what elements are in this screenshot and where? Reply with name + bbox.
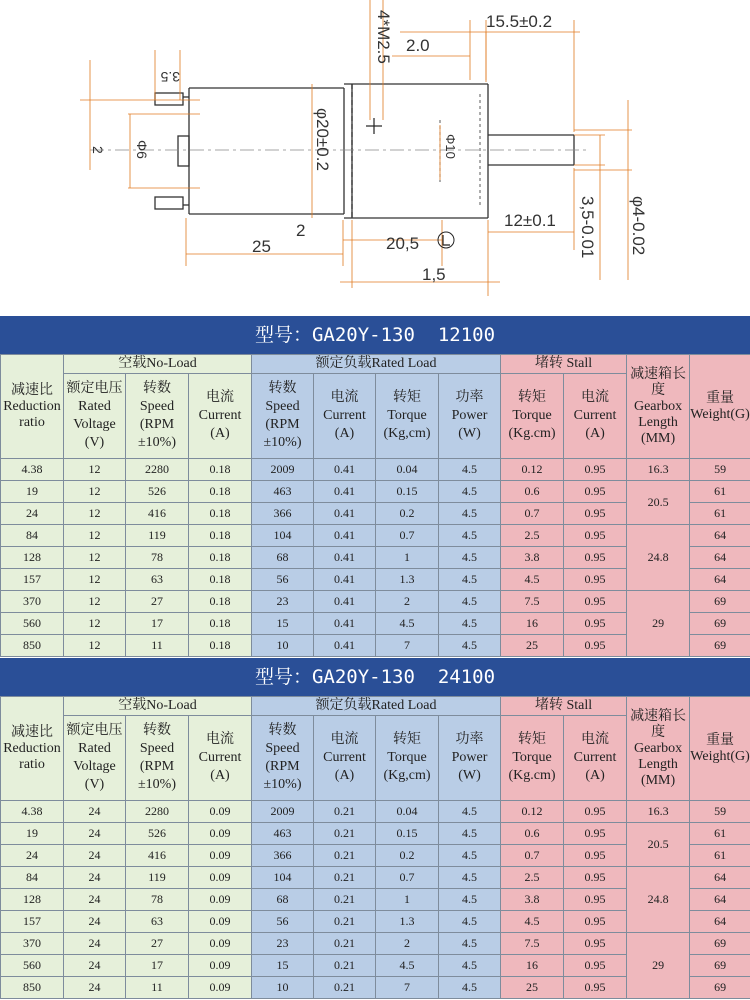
table-cell: 0.95	[564, 525, 627, 547]
table-cell: 7	[376, 635, 439, 657]
table-cell: 0.95	[564, 845, 627, 867]
table-cell: 0.41	[314, 635, 376, 657]
motor-dimension-drawing	[0, 0, 750, 316]
header-rated-load: 额定负载Rated Load	[252, 355, 501, 374]
table-cell: 3.8	[501, 547, 564, 569]
table-row	[1, 591, 750, 613]
dim-20-5: 20,5	[386, 234, 420, 253]
dim-3-5-tol: 3,5-0.01	[578, 196, 597, 259]
table-cell: 7.5	[501, 933, 564, 955]
table-cell: 157	[1, 911, 64, 933]
table-cell: 0.18	[189, 613, 252, 635]
table-cell: 0.95	[564, 801, 627, 823]
header-current: 电流 Current (A)	[189, 716, 252, 801]
table-cell: 24	[64, 933, 126, 955]
table-cell: 526	[126, 481, 189, 503]
table-cell: 12	[64, 503, 126, 525]
weight-cell: 64	[690, 889, 750, 911]
table-cell: 11	[126, 635, 189, 657]
table-cell: 0.12	[501, 459, 564, 481]
table-cell: 2009	[252, 459, 314, 481]
weight-cell: 69	[690, 933, 750, 955]
table-cell: 78	[126, 889, 189, 911]
table-cell: 366	[252, 845, 314, 867]
table-cell: 0.18	[189, 481, 252, 503]
dim-m25: 4*M2.5	[374, 10, 393, 64]
weight-cell: 64	[690, 911, 750, 933]
header-power: 功率 Power (W)	[439, 716, 501, 801]
dim-25: 25	[252, 237, 271, 256]
table-cell: 25	[501, 635, 564, 657]
table-cell: 128	[1, 547, 64, 569]
table-cell: 24	[1, 503, 64, 525]
table-cell: 68	[252, 547, 314, 569]
table-cell: 0.18	[189, 459, 252, 481]
table-cell: 119	[126, 525, 189, 547]
table-cell: 4.5	[439, 547, 501, 569]
table-cell: 27	[126, 591, 189, 613]
table-cell: 104	[252, 525, 314, 547]
header-stall-torque: 转矩 Torque (Kg.cm)	[501, 716, 564, 801]
table-cell: 0.18	[189, 547, 252, 569]
table-cell: 4.5	[439, 459, 501, 481]
table-cell: 0.95	[564, 481, 627, 503]
table-cell: 12	[64, 569, 126, 591]
table-cell: 16	[501, 613, 564, 635]
dim-1-5: 1,5	[422, 265, 446, 284]
weight-cell: 59	[690, 459, 750, 481]
dim-2-left: 2	[90, 146, 106, 154]
table-cell: 416	[126, 845, 189, 867]
table-cell: 68	[252, 889, 314, 911]
header-power: 功率 Power (W)	[439, 374, 501, 459]
table-cell: 4.5	[439, 845, 501, 867]
table-cell: 4.5	[439, 635, 501, 657]
table-cell: 0.95	[564, 823, 627, 845]
table-cell: 4.5	[439, 889, 501, 911]
table-cell: 25	[501, 977, 564, 999]
table-cell: 0.41	[314, 613, 376, 635]
header-stall: 堵转 Stall	[501, 697, 627, 716]
table-cell: 7	[376, 977, 439, 999]
table-cell: 0.09	[189, 955, 252, 977]
table-cell: 0.21	[314, 801, 376, 823]
dim-phi6: Φ6	[134, 140, 150, 159]
table-cell: 0.6	[501, 823, 564, 845]
table-cell: 0.95	[564, 889, 627, 911]
header-rated-speed: 转数 Speed (RPM ±10%)	[252, 374, 314, 459]
table-cell: 12	[64, 613, 126, 635]
table-cell: 23	[252, 933, 314, 955]
table-cell: 3.8	[501, 889, 564, 911]
table-cell: 1.3	[376, 569, 439, 591]
table-cell: 24	[64, 955, 126, 977]
table-cell: 0.41	[314, 525, 376, 547]
dim-2-bottom: 2	[296, 221, 306, 240]
header-weight: 重量 Weight(G)	[690, 355, 750, 459]
table-cell: 0.18	[189, 591, 252, 613]
table-cell: 4.38	[1, 801, 64, 823]
gearbox-length-cell: 24.8	[627, 525, 690, 591]
gearbox-length-cell: 29	[627, 933, 690, 999]
table-cell: 56	[252, 569, 314, 591]
table-cell: 27	[126, 933, 189, 955]
table-cell: 560	[1, 613, 64, 635]
table-cell: 12	[64, 547, 126, 569]
weight-cell: 61	[690, 481, 750, 503]
table-row	[1, 801, 750, 823]
table-cell: 12	[64, 591, 126, 613]
table-cell: 24	[64, 845, 126, 867]
table-cell: 4.5	[439, 481, 501, 503]
table-cell: 4.38	[1, 459, 64, 481]
table-cell: 0.09	[189, 823, 252, 845]
table-cell: 12	[64, 525, 126, 547]
table-cell: 0.7	[501, 845, 564, 867]
table-cell: 850	[1, 635, 64, 657]
weight-cell: 61	[690, 823, 750, 845]
table-cell: 4.5	[501, 911, 564, 933]
table-cell: 4.5	[439, 867, 501, 889]
table-cell: 15	[252, 613, 314, 635]
table-cell: 12	[64, 481, 126, 503]
table-cell: 4.5	[439, 569, 501, 591]
table-cell: 24	[64, 801, 126, 823]
table-cell: 0.95	[564, 459, 627, 481]
table-row	[1, 459, 750, 481]
table-cell: 119	[126, 867, 189, 889]
table-cell: 4.5	[439, 823, 501, 845]
table-cell: 24	[64, 977, 126, 999]
table-cell: 15	[252, 955, 314, 977]
table-cell: 0.21	[314, 911, 376, 933]
header-rated-speed: 转数 Speed (RPM ±10%)	[252, 716, 314, 801]
header-reduction-ratio: 减速比 Reduction ratio	[1, 697, 64, 801]
table-cell: 10	[252, 635, 314, 657]
header-current: 电流 Current (A)	[189, 374, 252, 459]
table-cell: 4.5	[439, 613, 501, 635]
weight-cell: 64	[690, 867, 750, 889]
table-cell: 0.09	[189, 911, 252, 933]
table-cell: 0.18	[189, 525, 252, 547]
dim-12: 12±0.1	[504, 211, 556, 230]
table-cell: 0.09	[189, 801, 252, 823]
table-cell: 4.5	[376, 955, 439, 977]
table-cell: 0.95	[564, 867, 627, 889]
table-cell: 2	[376, 591, 439, 613]
table-cell: 366	[252, 503, 314, 525]
table-cell: 0.7	[501, 503, 564, 525]
header-speed: 转数 Speed (RPM ±10%)	[126, 374, 189, 459]
header-stall-current: 电流 Current (A)	[564, 716, 627, 801]
table-cell: 4.5	[439, 525, 501, 547]
table-cell: 0.95	[564, 613, 627, 635]
table-cell: 2.5	[501, 867, 564, 889]
dim-15-5: 15.5±0.2	[486, 12, 553, 31]
weight-cell: 64	[690, 547, 750, 569]
table-cell: 0.18	[189, 569, 252, 591]
table-cell: 4.5	[439, 801, 501, 823]
table-cell: 84	[1, 867, 64, 889]
table-row	[1, 481, 750, 503]
table-cell: 1	[376, 547, 439, 569]
table-cell: 0.41	[314, 591, 376, 613]
table-cell: 0.15	[376, 481, 439, 503]
table-row	[1, 867, 750, 889]
table-cell: 12	[64, 635, 126, 657]
table-cell: 560	[1, 955, 64, 977]
header-rated-current: 电流 Current (A)	[314, 374, 376, 459]
table-cell: 0.21	[314, 933, 376, 955]
weight-cell: 64	[690, 569, 750, 591]
table-cell: 4.5	[501, 569, 564, 591]
table-cell: 0.95	[564, 591, 627, 613]
header-no-load: 空载No-Load	[64, 355, 252, 374]
weight-cell: 69	[690, 635, 750, 657]
table-cell: 0.41	[314, 481, 376, 503]
table-cell: 370	[1, 591, 64, 613]
table-cell: 19	[1, 823, 64, 845]
table-cell: 84	[1, 525, 64, 547]
table-cell: 4.5	[439, 503, 501, 525]
table-cell: 463	[252, 481, 314, 503]
dim-2-0: 2.0	[406, 36, 430, 55]
table-cell: 0.09	[189, 889, 252, 911]
dim-phi10: Φ10	[443, 134, 458, 159]
table-cell: 0.7	[376, 525, 439, 547]
table-cell: 0.09	[189, 867, 252, 889]
weight-cell: 69	[690, 955, 750, 977]
table-cell: 0.7	[376, 867, 439, 889]
table-cell: 2.5	[501, 525, 564, 547]
weight-cell: 69	[690, 613, 750, 635]
table-cell: 11	[126, 977, 189, 999]
model-title: 型号：GA20Y-130 12100	[0, 316, 750, 354]
table-cell: 7.5	[501, 591, 564, 613]
header-rated-load: 额定负载Rated Load	[252, 697, 501, 716]
table-cell: 0.09	[189, 977, 252, 999]
weight-cell: 69	[690, 977, 750, 999]
table-cell: 463	[252, 823, 314, 845]
model-title: 型号：GA20Y-130 24100	[0, 658, 750, 696]
table-cell: 128	[1, 889, 64, 911]
gearbox-length-cell: 24.8	[627, 867, 690, 933]
dim-phi20: φ20±0.2	[313, 108, 332, 171]
table-cell: 0.18	[189, 503, 252, 525]
header-speed: 转数 Speed (RPM ±10%)	[126, 716, 189, 801]
dimension-lines	[80, 0, 632, 296]
table-cell: 0.21	[314, 977, 376, 999]
table-cell: 0.21	[314, 845, 376, 867]
table-cell: 0.95	[564, 503, 627, 525]
table-cell: 0.41	[314, 503, 376, 525]
table-cell: 78	[126, 547, 189, 569]
weight-cell: 61	[690, 845, 750, 867]
weight-cell: 61	[690, 503, 750, 525]
table-cell: 0.21	[314, 889, 376, 911]
header-torque: 转矩 Torque (Kg,cm)	[376, 716, 439, 801]
table-cell: 16	[501, 955, 564, 977]
table-cell: 63	[126, 911, 189, 933]
table-cell: 0.95	[564, 569, 627, 591]
table-cell: 0.41	[314, 569, 376, 591]
table-cell: 0.2	[376, 845, 439, 867]
table-cell: 24	[64, 911, 126, 933]
table-cell: 0.41	[314, 547, 376, 569]
table-cell: 0.95	[564, 933, 627, 955]
table-cell: 0.12	[501, 801, 564, 823]
table-cell: 0.15	[376, 823, 439, 845]
table-row	[1, 933, 750, 955]
header-gearbox-length: 减速箱长度 Gearbox Length (MM)	[627, 355, 690, 459]
spec-table	[0, 354, 750, 657]
header-weight: 重量 Weight(G)	[690, 697, 750, 801]
weight-cell: 69	[690, 591, 750, 613]
table-cell: 4.5	[376, 613, 439, 635]
table-cell: 526	[126, 823, 189, 845]
table-cell: 24	[64, 889, 126, 911]
table-cell: 370	[1, 933, 64, 955]
table-cell: 416	[126, 503, 189, 525]
table-cell: 17	[126, 955, 189, 977]
table-cell: 2	[376, 933, 439, 955]
table-cell: 19	[1, 481, 64, 503]
table-cell: 0.6	[501, 481, 564, 503]
table-cell: 63	[126, 569, 189, 591]
table-cell: 0.21	[314, 867, 376, 889]
table-cell: 0.04	[376, 459, 439, 481]
table-cell: 56	[252, 911, 314, 933]
table-cell: 4.5	[439, 955, 501, 977]
cross-mark	[366, 118, 382, 134]
gearbox-length-cell: 20.5	[627, 823, 690, 867]
header-no-load: 空载No-Load	[64, 697, 252, 716]
spec-table	[0, 696, 750, 999]
table-cell: 1.3	[376, 911, 439, 933]
table-cell: 0.41	[314, 459, 376, 481]
table-cell: 0.09	[189, 933, 252, 955]
table-cell: 2009	[252, 801, 314, 823]
header-rated-current: 电流 Current (A)	[314, 716, 376, 801]
spec-table-24v	[0, 658, 750, 999]
header-torque: 转矩 Torque (Kg,cm)	[376, 374, 439, 459]
table-cell: 17	[126, 613, 189, 635]
table-cell: 2280	[126, 459, 189, 481]
table-cell: 0.95	[564, 977, 627, 999]
table-cell: 24	[1, 845, 64, 867]
table-cell: 24	[64, 823, 126, 845]
table-cell: 0.04	[376, 801, 439, 823]
header-rated-voltage: 额定电压Rated Voltage (V)	[64, 374, 126, 459]
table-cell: 4.5	[439, 911, 501, 933]
table-cell: 4.5	[439, 591, 501, 613]
gearbox-length-cell: 16.3	[627, 801, 690, 823]
table-cell: 24	[64, 867, 126, 889]
header-rated-voltage: 额定电压Rated Voltage (V)	[64, 716, 126, 801]
header-reduction-ratio: 减速比 Reduction ratio	[1, 355, 64, 459]
table-cell: 157	[1, 569, 64, 591]
table-cell: 850	[1, 977, 64, 999]
table-cell: 0.18	[189, 635, 252, 657]
weight-cell: 59	[690, 801, 750, 823]
spec-table-12v	[0, 316, 750, 657]
gearbox-length-cell: 16.3	[627, 459, 690, 481]
table-cell: 0.95	[564, 547, 627, 569]
weight-cell: 64	[690, 525, 750, 547]
table-row	[1, 525, 750, 547]
table-cell: 0.95	[564, 955, 627, 977]
table-cell: 4.5	[439, 977, 501, 999]
table-cell: 4.5	[439, 933, 501, 955]
gearbox-length-cell: 29	[627, 591, 690, 657]
table-cell: 0.09	[189, 845, 252, 867]
header-gearbox-length: 减速箱长度 Gearbox Length (MM)	[627, 697, 690, 801]
table-cell: 0.95	[564, 911, 627, 933]
table-cell: 1	[376, 889, 439, 911]
table-row	[1, 823, 750, 845]
header-stall-current: 电流 Current (A)	[564, 374, 627, 459]
table-cell: 12	[64, 459, 126, 481]
table-cell: 0.2	[376, 503, 439, 525]
table-cell: 0.21	[314, 823, 376, 845]
table-cell: 0.21	[314, 955, 376, 977]
header-stall: 堵转 Stall	[501, 355, 627, 374]
table-cell: 23	[252, 591, 314, 613]
gearbox-length-cell: 20.5	[627, 481, 690, 525]
table-cell: 10	[252, 977, 314, 999]
table-cell: 0.95	[564, 635, 627, 657]
motor-outline	[155, 84, 574, 218]
dim-phi4: φ4-0.02	[629, 196, 648, 256]
dim-3-5: 3.5	[160, 69, 180, 85]
header-stall-torque: 转矩 Torque (Kg.cm)	[501, 374, 564, 459]
table-cell: 2280	[126, 801, 189, 823]
table-cell: 104	[252, 867, 314, 889]
